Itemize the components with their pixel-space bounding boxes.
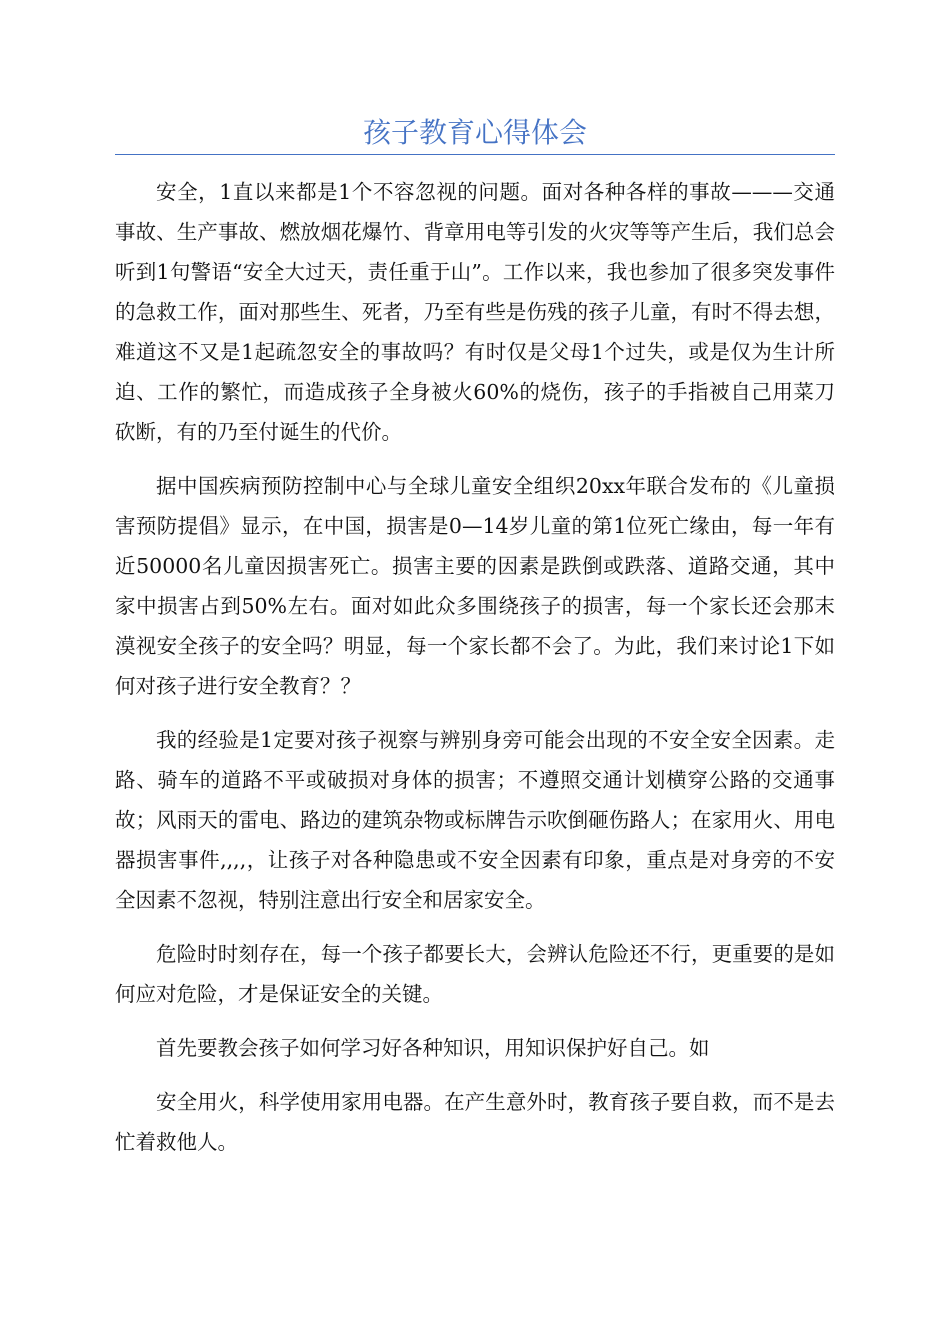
paragraph-2: 据中国疾病预防控制中心与全球儿童安全组织20xx年联合发布的《儿童损害预防提倡》显示，在中国，损害是0—14岁儿童的第1位死亡缘由，每一年有近50000名儿童因损害死亡。损害主要的因素是跌倒或跌落、道路交通，其中家中损害占到50%左右。面对如此众多围绕孩子的损害，每一个家长还会那末漠视安全孩子的安全吗？明显，每一个家长都不会了。为此，我们来讨论1下如何对孩子进行安全教育？？ [115, 474, 835, 698]
document-body [115, 172, 835, 1176]
document-title: 孩子教育心得体会 [362, 116, 587, 149]
paragraph-5: 首先要教会孩子如何学习好各种知识，用知识保护好自己。如 [156, 1036, 710, 1060]
paragraph-1: 安全，1直以来都是1个不容忽视的问题。面对各种各样的事故———交通事故、生产事故、燃放烟花爆竹、背章用电等引发的火灾等等产生后，我们总会听到1句警语“安全大过天，责任重于山”。工作以来，我也参加了很多突发事件的急救工作，面对那些生、死者，乃至有些是伤残的孩子儿童，有时不得去想，难道这不又是1起疏忽安全的事故吗？有时仅是父母1个过失，或是仅为生计所迫、工作的繁忙，而造成孩子全身被火60%的烧伤，孩子的手指被自己用菜刀砍断，有的乃至付诞生的代价。 [115, 180, 835, 444]
paragraph-6: 安全用火，科学使用家用电器。在产生意外时，教育孩子要自救，而不是去忙着救他人。 [115, 1090, 835, 1154]
paragraph-3: 我的经验是1定要对孩子视察与辨别身旁可能会出现的不安全安全因素。走路、骑车的道路不平或破损对身体的损害；不遵照交通计划横穿公路的交通事故；风雨天的雷电、路边的建筑杂物或标牌告示吹倒砸伤路人；在家用火、用电器损害事件,,,,，让孩子对各种隐患或不安全因素有印象，重点是对身旁的不安全因素不忽视，特别注意出行安全和居家安全。 [115, 728, 835, 912]
title-underline [115, 154, 835, 155]
paragraph-4: 危险时时刻存在，每一个孩子都要长大，会辨认危险还不行，更重要的是如何应对危险，才是保证安全的关键。 [115, 942, 835, 1006]
